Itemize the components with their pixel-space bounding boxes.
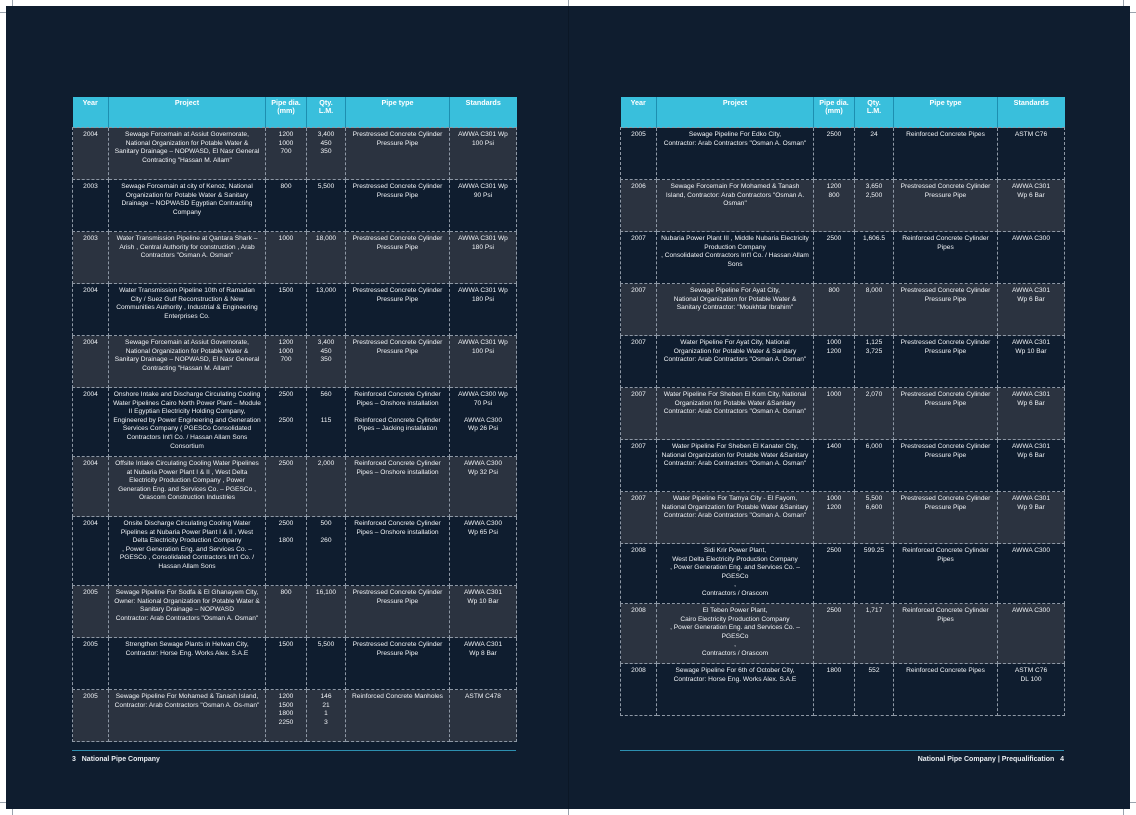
cell-pipe-type: Prestressed Concrete Cylinder Pressure Pipe <box>894 492 998 544</box>
cell-qty: 552 <box>855 664 894 716</box>
cell-standards: AWWA C300 <box>998 544 1065 604</box>
cell-pipe-dia: 800 <box>266 180 307 232</box>
cell-project: El Teben Power Plant, Cairo Electricity Production Company , Power Generation Eng. and Services Co. – PGESCo , Contractors / Orascom <box>657 604 814 664</box>
cell-pipe-type: Prestressed Concrete Cylinder Pressure Pipe <box>894 284 998 336</box>
cell-year: 2005 <box>73 690 109 742</box>
table-row <box>621 604 1065 664</box>
cell-qty: 5,500 <box>307 638 346 690</box>
cell-year: 2004 <box>73 457 109 517</box>
cell-pipe-type: Reinforced Concrete Pipes <box>894 664 998 716</box>
cell-qty: 500 260 <box>307 517 346 586</box>
cell-year: 2004 <box>73 284 109 336</box>
cell-year: 2005 <box>621 128 657 180</box>
cell-project: Sewage Pipeline For Sodfa & El Ghanayem City, Owner: National Organization for Potable Water & Sanitary Drainage – NOPWASD Contractor: Arab Contractors "Osman A. Osman" <box>109 586 266 638</box>
right-projects-table <box>620 97 1065 716</box>
header-pipe-type: Pipe type <box>894 97 998 128</box>
cell-project: Sewage Pipeline For Ayat City, National Organization for Potable Water & Sanitary Contractor: "Moukhtar Ibrahim" <box>657 284 814 336</box>
cell-project: Sidi Krir Power Plant, West Delta Electricity Production Company , Power Generation Eng. and Services Co. – PGESCo , Contractors / Orascom <box>657 544 814 604</box>
table-row <box>73 690 517 742</box>
cell-project: Water Pipeline For Sheben El Kom City, National Organization for Potable Water &Sanitary Contractor: Arab Contractors "Osman A. Osman" <box>657 388 814 440</box>
cell-year: 2007 <box>621 232 657 284</box>
cell-pipe-dia: 2500 <box>814 128 855 180</box>
table-row <box>73 232 517 284</box>
cell-year: 2005 <box>73 586 109 638</box>
crop-mark <box>1130 802 1136 803</box>
header-year: Year <box>621 97 657 128</box>
crop-mark <box>1130 12 1136 13</box>
right-footer <box>918 756 1064 763</box>
crop-mark <box>12 0 13 6</box>
cell-qty: 2,000 <box>307 457 346 517</box>
left-footer-label: National Pipe Company <box>81 756 160 763</box>
cell-year: 2007 <box>621 336 657 388</box>
table-row <box>73 180 517 232</box>
cell-standards: AWWA C300 Wp 32 Psi <box>450 457 517 517</box>
table-row <box>621 336 1065 388</box>
header-pipe-dia: Pipe dia. (mm) <box>814 97 855 128</box>
right-page <box>620 97 1064 716</box>
cell-pipe-type: Reinforced Concrete Cylinder Pipes <box>894 544 998 604</box>
cell-pipe-type: Reinforced Concrete Cylinder Pipes <box>894 604 998 664</box>
left-projects-table <box>72 97 517 742</box>
cell-pipe-dia: 1000 1200 <box>814 336 855 388</box>
crop-mark <box>0 802 6 803</box>
cell-year: 2007 <box>621 388 657 440</box>
cell-pipe-dia: 2500 1800 <box>266 517 307 586</box>
cell-project: Sewage Pipeline For 6th of October City, Contractor: Horse Eng. Works Alex. S.A.E <box>657 664 814 716</box>
table-row <box>73 517 517 586</box>
table-row <box>621 544 1065 604</box>
cell-pipe-type: Reinforced Concrete Cylinder Pipes – Onshore installation <box>346 517 450 586</box>
cell-pipe-dia: 1200 1500 1800 2250 <box>266 690 307 742</box>
crop-mark <box>568 809 569 815</box>
cell-qty: 8,000 <box>855 284 894 336</box>
cell-year: 2007 <box>621 440 657 492</box>
cell-pipe-type: Prestressed Concrete Cylinder Pressure Pipe <box>346 180 450 232</box>
header-standards: Standards <box>998 97 1065 128</box>
cell-standards: AWWA C301 Wp 100 Psi <box>450 128 517 180</box>
cell-project: Sewage Forcemain For Mohamed & Tanash Island, Contractor: Arab Contractors "Osman A. Osman" <box>657 180 814 232</box>
cell-pipe-type: Prestressed Concrete Cylinder Pressure Pipe <box>894 388 998 440</box>
header-project: Project <box>657 97 814 128</box>
left-footer <box>72 756 160 763</box>
header-year: Year <box>73 97 109 128</box>
cell-project: Sewage Pipeline For Mohamed & Tanash Island, Contractor: Arab Contractors "Osman A. Os-man" <box>109 690 266 742</box>
cell-project: Water Pipeline For Sheben El Kanater City, National Organization for Potable Water &Sanitary Contractor: Arab Contractors "Osman A. Osman" <box>657 440 814 492</box>
cell-pipe-dia: 2500 <box>814 544 855 604</box>
cell-pipe-type: Prestressed Concrete Cylinder Pressure Pipe <box>346 128 450 180</box>
crop-mark <box>1123 0 1124 6</box>
cell-year: 2005 <box>73 638 109 690</box>
table-row <box>621 440 1065 492</box>
cell-pipe-dia: 1200 1000 700 <box>266 336 307 388</box>
cell-pipe-type: Reinforced Concrete Manholes <box>346 690 450 742</box>
cell-qty: 3,650 2,500 <box>855 180 894 232</box>
cell-year: 2006 <box>621 180 657 232</box>
crop-mark <box>568 0 569 6</box>
cell-qty: 18,000 <box>307 232 346 284</box>
table-row <box>621 664 1065 716</box>
cell-project: Nubaria Power Plant III , Middle Nubaria Electricity Production Company , Consolidated Contractors Int'l Co. / Hassan Allam Sons <box>657 232 814 284</box>
cell-pipe-dia: 2500 <box>266 457 307 517</box>
header-pipe-dia: Pipe dia. (mm) <box>266 97 307 128</box>
cell-project: Sewage Pipeline For Edko City, Contractor: Arab Contractors "Osman A. Osman" <box>657 128 814 180</box>
cell-qty: 146 21 1 3 <box>307 690 346 742</box>
left-page-number: 3 <box>72 756 76 763</box>
cell-standards: AWWA C300 Wp 65 Psi <box>450 517 517 586</box>
left-footer-rule <box>72 750 516 751</box>
cell-standards: AWWA C300 Wp 70 Psi AWWA C300 Wp 26 Psi <box>450 388 517 457</box>
cell-project: Sewage Forcemain at city of Kenoz, National Organization for Potable Water & Sanitary Drainage – NOPWASD Egyptian Contracting Company <box>109 180 266 232</box>
cell-year: 2004 <box>73 128 109 180</box>
cell-project: Strengthen Sewage Plants in Helwan City, Contractor: Horse Eng. Works Alex. S.A.E <box>109 638 266 690</box>
right-footer-label: National Pipe Company | Prequalification <box>917 756 1055 763</box>
right-footer-rule <box>620 750 1064 751</box>
spread-fold <box>568 6 569 809</box>
cell-project: Water Transmission Pipeline 10th of Ramadan City / Suez Gulf Reconstruction & New Communities Authority , Industrial & Engineering Enterprises Co. <box>109 284 266 336</box>
cell-standards: AWWA C301 Wp 6 Bar <box>998 180 1065 232</box>
cell-standards: AWWA C301 Wp 10 Bar <box>998 336 1065 388</box>
cell-year: 2003 <box>73 180 109 232</box>
cell-year: 2007 <box>621 284 657 336</box>
table-row <box>621 388 1065 440</box>
table-row <box>73 638 517 690</box>
cell-pipe-dia: 2500 <box>814 604 855 664</box>
cell-pipe-dia: 1500 <box>266 638 307 690</box>
cell-standards: AWWA C301 Wp 180 Psi <box>450 284 517 336</box>
cell-qty: 2,070 <box>855 388 894 440</box>
cell-pipe-type: Reinforced Concrete Cylinder Pipes – Onshore installation <box>346 457 450 517</box>
cell-pipe-type: Prestressed Concrete Cylinder Pressure Pipe <box>894 180 998 232</box>
cell-year: 2004 <box>73 388 109 457</box>
crop-mark <box>12 809 13 815</box>
cell-pipe-dia: 1800 <box>814 664 855 716</box>
cell-standards: AWWA C301 Wp 6 Bar <box>998 388 1065 440</box>
table-row <box>73 128 517 180</box>
header-standards: Standards <box>450 97 517 128</box>
cell-standards: AWWA C301 Wp 180 Psi <box>450 232 517 284</box>
cell-pipe-dia: 2500 2500 <box>266 388 307 457</box>
cell-pipe-dia: 800 <box>814 284 855 336</box>
table-row <box>73 388 517 457</box>
header-project: Project <box>109 97 266 128</box>
cell-qty: 1,606.5 <box>855 232 894 284</box>
cell-pipe-dia: 1200 1000 700 <box>266 128 307 180</box>
cell-project: Water Transmission Pipeline at Qantara Shark – Arish , Central Authority for construction , Arab Contractors "Osman A. Osman" <box>109 232 266 284</box>
table-row <box>73 586 517 638</box>
cell-pipe-type: Prestressed Concrete Cylinder Pressure Pipe <box>346 638 450 690</box>
left-page <box>72 97 516 742</box>
table-row <box>621 180 1065 232</box>
cell-pipe-dia: 1200 800 <box>814 180 855 232</box>
cell-project: Water Pipeline For Ayat City, National Organization for Potable Water & Sanitary Contractor: Arab Contractors "Osman A. Osman" <box>657 336 814 388</box>
cell-pipe-type: Prestressed Concrete Cylinder Pressure Pipe <box>894 336 998 388</box>
cell-qty: 599.25 <box>855 544 894 604</box>
table-row <box>621 232 1065 284</box>
cell-project: Offsite Intake Circulating Cooling Water Pipelines at Nubaria Power Plant I & II , West Delta Electricity Production Company , Power Generation Eng. and Services Co. – PGESCo , Orascom Construction Industries <box>109 457 266 517</box>
cell-pipe-dia: 2500 <box>814 232 855 284</box>
cell-qty: 560 115 <box>307 388 346 457</box>
cell-pipe-dia: 1000 <box>814 388 855 440</box>
cell-year: 2004 <box>73 517 109 586</box>
cell-pipe-type: Reinforced Concrete Cylinder Pipes <box>894 232 998 284</box>
header-qty: Qty. L.M. <box>855 97 894 128</box>
crop-mark <box>1123 809 1124 815</box>
cell-standards: AWWA C301 Wp 6 Bar <box>998 440 1065 492</box>
right-page-number: 4 <box>1060 756 1064 763</box>
cell-pipe-type: Reinforced Concrete Cylinder Pipes – Onshore installation Reinforced Concrete Cylinder Pipes – Jacking installation <box>346 388 450 457</box>
cell-qty: 16,100 <box>307 586 346 638</box>
cell-standards: ASTM C76 <box>998 128 1065 180</box>
cell-year: 2004 <box>73 336 109 388</box>
header-pipe-type: Pipe type <box>346 97 450 128</box>
cell-standards: ASTM C76 DL 100 <box>998 664 1065 716</box>
cell-project: Sewage Forcemain at Assiut Governorate, National Organization for Potable Water & Sanitary Drainage – NOPWASD, El Nasr General Contracting "Hassan M. Allam" <box>109 336 266 388</box>
cell-qty: 1,125 3,725 <box>855 336 894 388</box>
cell-pipe-type: Prestressed Concrete Cylinder Pressure Pipe <box>346 232 450 284</box>
table-row <box>73 336 517 388</box>
cell-pipe-dia: 1400 <box>814 440 855 492</box>
cell-project: Sewage Forcemain at Assiut Governorate, National Organization for Potable Water & Sanitary Drainage – NOPWASD, El Nasr General Contracting "Hassan M. Allam" <box>109 128 266 180</box>
cell-qty: 1,717 <box>855 604 894 664</box>
cell-pipe-dia: 1000 1200 <box>814 492 855 544</box>
table-header-row <box>73 97 517 128</box>
header-qty: Qty. L.M. <box>307 97 346 128</box>
table-row <box>73 457 517 517</box>
cell-standards: AWWA C301 Wp 90 Psi <box>450 180 517 232</box>
table-row <box>621 492 1065 544</box>
cell-pipe-type: Prestressed Concrete Cylinder Pressure Pipe <box>346 284 450 336</box>
cell-standards: AWWA C301 Wp 100 Psi <box>450 336 517 388</box>
cell-standards: AWWA C301 Wp 10 Bar <box>450 586 517 638</box>
cell-standards: AWWA C301 Wp 9 Bar <box>998 492 1065 544</box>
cell-standards: AWWA C301 Wp 8 Bar <box>450 638 517 690</box>
table-header-row <box>621 97 1065 128</box>
cell-year: 2007 <box>621 492 657 544</box>
cell-qty: 6,000 <box>855 440 894 492</box>
cell-standards: AWWA C301 Wp 6 Bar <box>998 284 1065 336</box>
cell-qty: 5,500 6,600 <box>855 492 894 544</box>
cell-qty: 5,500 <box>307 180 346 232</box>
table-row <box>621 128 1065 180</box>
cell-year: 2008 <box>621 664 657 716</box>
cell-project: Onsite Discharge Circulating Cooling Water Pipelines at Nubaria Power Plant I & II , West Delta Electricity Production Company , Power Generation Eng. and Services Co. – PGESCo , Consolidated Contractors Int'l Co. / Hassan Allam Sons <box>109 517 266 586</box>
cell-qty: 13,000 <box>307 284 346 336</box>
cell-project: Onshore Intake and Discharge Circulating Cooling Water Pipelines Cairo North Power Plant – Module II Egyptian Electricity Holding Company, Engineered by Power Engineering and Generation Services Company ( PGESCo Consolidated Contractors Int'l Co. / Hassan Allam Sons Consortium <box>109 388 266 457</box>
cell-pipe-dia: 800 <box>266 586 307 638</box>
cell-year: 2008 <box>621 604 657 664</box>
cell-year: 2008 <box>621 544 657 604</box>
cell-qty: 3,400 450 350 <box>307 128 346 180</box>
cell-pipe-type: Prestressed Concrete Cylinder Pressure Pipe <box>346 336 450 388</box>
table-row <box>73 284 517 336</box>
cell-qty: 24 <box>855 128 894 180</box>
cell-pipe-type: Prestressed Concrete Cylinder Pressure Pipe <box>894 440 998 492</box>
cell-standards: AWWA C300 <box>998 604 1065 664</box>
cell-pipe-dia: 1000 <box>266 232 307 284</box>
cell-pipe-type: Reinforced Concrete Pipes <box>894 128 998 180</box>
cell-pipe-type: Prestressed Concrete Cylinder Pressure Pipe <box>346 586 450 638</box>
cell-pipe-dia: 1500 <box>266 284 307 336</box>
crop-mark <box>0 12 6 13</box>
table-row <box>621 284 1065 336</box>
cell-year: 2003 <box>73 232 109 284</box>
cell-project: Water Pipeline For Tamya City - El Fayom, National Organization for Potable Water &Sanitary Contractor: Arab Contractors "Osman A. Osman" <box>657 492 814 544</box>
cell-qty: 3,400 450 350 <box>307 336 346 388</box>
cell-standards: ASTM C478 <box>450 690 517 742</box>
cell-standards: AWWA C300 <box>998 232 1065 284</box>
